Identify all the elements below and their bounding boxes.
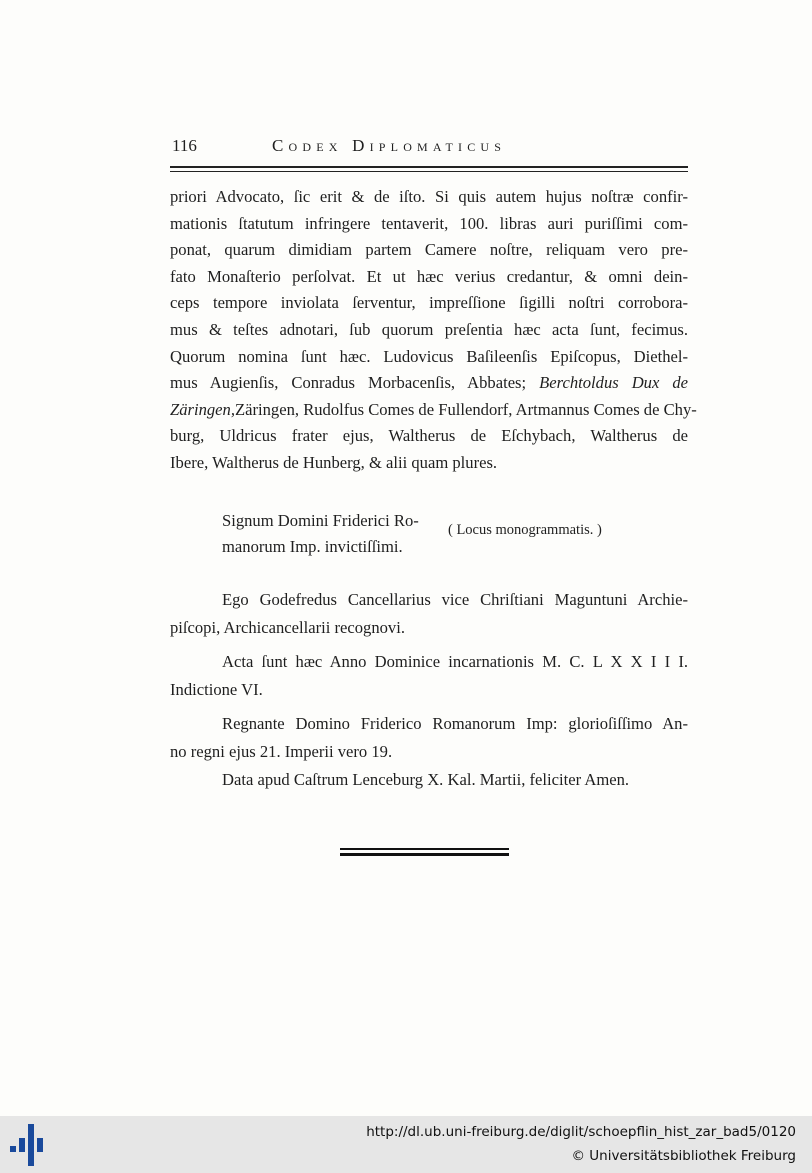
data-paragraph [170, 766, 688, 794]
footer-bar [0, 1116, 812, 1173]
body-line: ponat, quarum dimidiam partem Camere noſtre, reliquam vero pre- [170, 240, 688, 260]
body-line: priori Advocato, ſic erit & de iſto. Si quis autem hujus noſtræ confir- [170, 187, 688, 206]
locus-monogrammatis: ( Locus monogrammatis. ) [448, 522, 602, 538]
header-rule-thin [170, 171, 688, 172]
charter-body [170, 184, 697, 477]
body-line: Quorum nomina ſunt hæc. Ludovicus Baſileenſis Epiſcopus, Diethel- [170, 346, 688, 366]
ub-freiburg-logo-icon [10, 1124, 50, 1166]
paragraph-line: Ego Godefredus Cancellarius vice Chriſtiani Maguntuni Archie- [222, 590, 688, 609]
regnante-paragraph [170, 710, 688, 766]
paragraph-line: Data apud Caſtrum Lenceburg X. Kal. Martii, feliciter Amen. [222, 770, 630, 789]
body-line: ceps tempore inviolata ſerventur, impreſſione ſigilli noſtri corrobora- [170, 293, 688, 313]
italic-name: Berchtoldus Dux de [539, 373, 688, 393]
body-line-text: Zäringen, Rudolfus Comes de Fullendorf, Artmannus Comes de Chy- [235, 399, 697, 419]
page-header [172, 136, 688, 158]
signum-block [222, 508, 419, 560]
running-title: Codex Diplomaticus [272, 136, 507, 155]
cancellarius-paragraph [170, 586, 688, 642]
paragraph-line: piſcopi, Archicancellarii recognovi. [170, 618, 405, 637]
paragraph-line: Regnante Domino Friderico Romanorum Imp: glorioſiſſimo An- [222, 714, 688, 733]
body-line-with-italic [170, 397, 697, 424]
body-line-with-italic [170, 370, 688, 397]
body-line: Ibere, Waltherus de Hunberg, & alii quam plures. [170, 452, 498, 472]
body-line: mus & teſtes adnotari, ſub quorum preſentia hæc acta ſunt, fecimus. [170, 319, 688, 339]
permalink-url[interactable]: http://dl.ub.uni-freiburg.de/diglit/schoepflin_hist_zar_bad5/0120 [366, 1124, 796, 1140]
header-rule-thick [170, 166, 688, 168]
paragraph-line: Indictione VI. [170, 680, 263, 699]
signum-line: manorum Imp. invictiſſimi. [222, 537, 403, 556]
paragraph-line: Acta ſunt hæc Anno Dominice incarnationis M. C. L X X I I I. [222, 652, 688, 671]
body-line: burg, Uldricus frater ejus, Waltherus de Eſchybach, Waltherus de [170, 426, 688, 446]
italic-name: Zäringen, [170, 399, 235, 419]
paragraph-line: no regni ejus 21. Imperii vero 19. [170, 742, 393, 761]
body-line: fato Monaſterio perſolvat. Et ut hæc verius credantur, & omni dein- [170, 266, 688, 286]
body-line: mationis ſtatutum infringere tentaverit, 100. libras auri puriſſimi com- [170, 213, 688, 233]
copyright-notice: © Universitätsbibliothek Freiburg [571, 1148, 796, 1164]
acta-paragraph [170, 648, 688, 704]
page-number: 116 [172, 136, 197, 155]
end-rule-thin [340, 848, 509, 850]
signum-line: Signum Domini Friderici Ro- [222, 511, 419, 530]
body-line-text: mus Augienſis, Conradus Morbacenſis, Abbates; [170, 373, 527, 393]
end-rule-thick [340, 853, 509, 856]
